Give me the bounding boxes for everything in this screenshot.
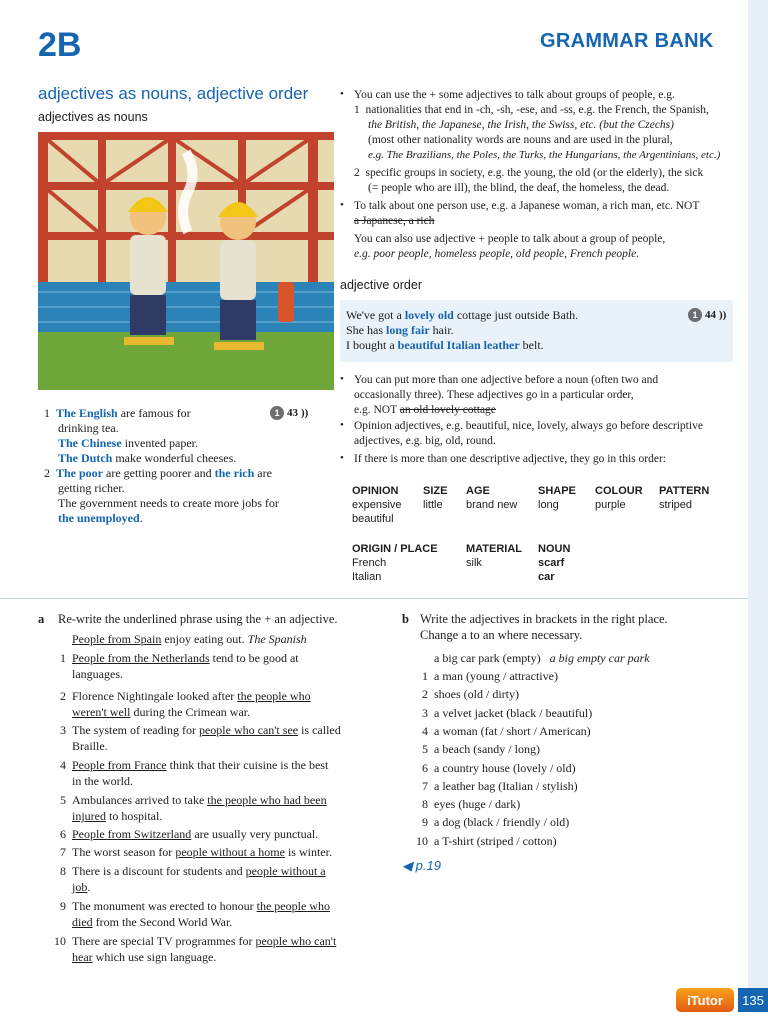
item-number: 4: [422, 723, 428, 738]
highlight-text: beautiful Italian leather: [397, 338, 520, 352]
rule-line: (most other nationality words are nouns and are used in the plural,: [368, 134, 673, 146]
rule-text: e.g. NOT: [354, 404, 400, 416]
example-line-1b: drinking tea.: [58, 421, 119, 435]
underlined-phrase: People from the Netherlands: [72, 651, 210, 665]
item-number: 9: [422, 815, 428, 830]
order-header: MATERIAL: [466, 543, 523, 555]
item-text: languages.: [72, 667, 123, 681]
audio-track-43[interactable]: [270, 406, 308, 420]
section-divider: [0, 598, 748, 599]
item-number: 9: [60, 899, 66, 913]
example-line: [346, 323, 454, 338]
item-text: is winter.: [284, 845, 332, 859]
underlined-phrase: people who can't see: [198, 723, 299, 737]
example-text: invented paper.: [121, 436, 198, 450]
rule-line: occasionally three). These adjectives go in a particular order,: [354, 389, 634, 401]
exercise-a-item: [72, 758, 328, 773]
underlined-phrase: job: [72, 880, 88, 894]
section-heading: adjectives as nouns, adjective order: [38, 84, 309, 103]
example-text: are: [254, 466, 272, 480]
underlined-phrase: the people who: [237, 689, 311, 703]
order-header: COLOUR: [595, 485, 643, 497]
item-text: Ambulances arrived to take: [72, 793, 208, 807]
item-number: 2: [354, 167, 360, 179]
exercise-a-item-continued: [72, 880, 90, 895]
underlined-phrase: People from France: [72, 758, 167, 772]
item-text: The system of reading for: [72, 723, 199, 737]
order-header: AGE: [466, 485, 490, 497]
item-text: in the world.: [72, 774, 133, 788]
exercise-a-item-continued: [72, 705, 250, 720]
struck-example: an old lovely cottage: [399, 404, 496, 416]
examples-box-adjectives-as-nouns: [38, 398, 334, 538]
example-text: are getting poorer and: [103, 466, 215, 480]
page-reference-text: p.19: [415, 858, 441, 873]
exercise-a-item: [72, 827, 318, 842]
item-text: which use sign language.: [92, 950, 217, 964]
exercise-b-item: shoes (old / dirty): [434, 687, 519, 702]
example-text: .: [139, 511, 143, 525]
rule-text: nationalities that end in -ch, -sh, -ese, and -ss, e.g. the French, the Spanish,: [365, 104, 709, 116]
underlined-phrase: people without a home: [175, 845, 285, 859]
order-cell: Italian: [352, 571, 382, 583]
exercise-b-instruction: Write the adjectives in brackets in the right place.: [420, 612, 668, 626]
item-text: The monument was erected to honour: [72, 899, 257, 913]
highlight-text: The Chinese: [58, 436, 122, 450]
order-cell: little: [423, 499, 443, 511]
example-line-1: [44, 406, 191, 421]
example-text: cottage just outside Bath.: [453, 308, 579, 322]
rule-line: You can put more than one adjective before a noun (often two and: [354, 374, 659, 386]
example-text: hair.: [429, 323, 454, 337]
rule-text: specific groups in society, e.g. the young, the old (or the elderly), the sick: [365, 167, 704, 179]
underlined-phrase: people without a: [245, 864, 326, 878]
example-text: I bought a: [346, 338, 398, 352]
item-text: to hospital.: [106, 809, 163, 823]
order-cell: brand new: [466, 499, 518, 511]
unit-number: 2B: [38, 26, 82, 64]
highlight-text: lovely old: [404, 308, 454, 322]
rule-line: [354, 403, 744, 418]
exercise-b-item: a man (young / attractive): [434, 669, 558, 683]
subsection-heading-adjective-order: adjective order: [340, 278, 422, 292]
item-text: are usually very punctual.: [191, 827, 319, 841]
example-line-6: [58, 511, 143, 526]
back-arrow-icon: ◀: [402, 858, 412, 873]
item-number: 1: [60, 651, 66, 665]
bullet-icon: •: [340, 373, 344, 385]
exercise-b-item: a leather bag (Italian / stylish): [434, 778, 578, 793]
rule-line: To talk about one person use, e.g. a Japanese woman, a rich man, etc. NOT: [354, 200, 700, 212]
exercise-a-item-continued: [72, 774, 133, 789]
order-cell: long: [538, 499, 559, 511]
exercise-a-instruction: Re-write the underlined phrase using the + an adjective.: [58, 612, 338, 626]
underlined-phrase: the people who: [256, 899, 330, 913]
exercise-a-item: [72, 899, 330, 914]
item-text: during the Crimean war.: [130, 705, 251, 719]
item-number: 6: [60, 827, 66, 841]
track-number: 43: [287, 407, 298, 419]
page-number: 135: [738, 988, 768, 1012]
underlined-phrase: people who can't: [255, 934, 337, 948]
speaker-icon: )): [301, 407, 309, 419]
exercise-a-example: [72, 632, 307, 647]
exercise-a-item-continued: [72, 739, 108, 754]
exercise-a-item: [72, 651, 299, 666]
example-text: are famous for: [117, 406, 191, 420]
page-reference-link[interactable]: [402, 858, 441, 874]
exercise-a-item-continued: [72, 950, 216, 965]
item-text: think that their cuisine is the best: [166, 758, 329, 772]
order-header: SIZE: [423, 485, 448, 497]
highlight-text: The English: [56, 406, 118, 420]
rule-line: (= people who are ill), the blind, the deaf, the homeless, the dead.: [368, 182, 670, 194]
examples-box-adjective-order: [340, 300, 733, 362]
order-header: SHAPE: [538, 485, 576, 497]
item-number: 8: [60, 864, 66, 878]
item-number: 2: [44, 466, 50, 480]
item-number: 7: [422, 778, 428, 793]
example-text: make wonderful cheeses.: [112, 451, 237, 465]
order-cell-noun: scarf: [538, 557, 565, 569]
example-answer: a big empty car park: [549, 651, 650, 665]
item-number: 10: [416, 833, 428, 848]
highlight-text: long fair: [386, 323, 430, 337]
rule-line: If there is more than one descriptive adjective, they go in this order:: [354, 453, 666, 465]
order-cell: French: [352, 557, 387, 569]
exercise-a-item: [72, 934, 336, 949]
example-answer: The Spanish: [247, 632, 307, 646]
exercise-b-item: a dog (black / friendly / old): [434, 815, 570, 830]
item-number: 5: [422, 742, 428, 757]
order-cell: expensive: [352, 499, 402, 511]
order-header: ORIGIN / PLACE: [352, 543, 438, 555]
rule-line: Opinion adjectives, e.g. beautiful, nice, lovely, always go before descriptive: [354, 420, 703, 432]
exercise-a-item: [72, 689, 311, 704]
example-text: a big car park (empty): [434, 651, 541, 665]
rule-line: You can use the + some adjectives to talk about groups of people, e.g.: [354, 89, 675, 101]
item-text: tend to be good at: [209, 651, 299, 665]
item-number: 1: [422, 669, 428, 683]
item-number: 1: [354, 104, 360, 116]
item-number: 1: [44, 406, 50, 420]
audio-track-44[interactable]: [688, 308, 726, 322]
exercise-b-item: a beach (sandy / long): [434, 742, 540, 757]
order-cell: beautiful: [352, 513, 394, 525]
exercise-b-item: a T-shirt (striped / cotton): [434, 833, 557, 848]
order-header: OPINION: [352, 485, 399, 497]
exercise-a-item: [72, 793, 327, 808]
exercise-a-item-continued: [72, 809, 162, 824]
item-text: Florence Nightingale looked after: [72, 689, 238, 703]
underlined-phrase: hear: [72, 950, 93, 964]
highlight-text: the unemployed: [58, 511, 140, 525]
item-text: from the Second World War.: [92, 915, 233, 929]
order-header: PATTERN: [659, 485, 710, 497]
underlined-phrase: weren't well: [72, 705, 131, 719]
order-cell-noun: car: [538, 571, 555, 583]
speaker-icon: )): [719, 309, 727, 321]
rule-line: the British, the Japanese, the Irish, the Swiss, etc. (but the Czechs): [368, 119, 674, 131]
bullet-icon: •: [340, 452, 344, 464]
underlined-phrase: the people who had been: [207, 793, 327, 807]
order-cell: striped: [659, 499, 693, 511]
construction-workers-illustration: [38, 132, 334, 390]
item-number: 8: [422, 797, 428, 812]
exercise-b-item: a velvet jacket (black / beautiful): [434, 705, 593, 720]
item-number: 5: [60, 793, 66, 807]
exercise-a-item-continued: [72, 667, 123, 682]
exercise-b-label: b: [402, 612, 409, 626]
highlight-text: The poor: [56, 466, 104, 480]
example-line-4: [44, 466, 272, 481]
item-number: 7: [60, 845, 66, 859]
exercise-a-item-continued: [72, 915, 232, 930]
example-line-5: The government needs to create more jobs for: [58, 496, 279, 510]
page-title: GRAMMAR BANK: [540, 30, 714, 52]
bullet-icon: •: [340, 199, 344, 211]
rule-line: adjectives, e.g. big, old, round.: [354, 435, 496, 447]
bullet-icon: •: [340, 88, 344, 100]
item-text: There is a discount for students and: [72, 864, 246, 878]
rule-line: [354, 166, 744, 181]
example-line-2: [58, 436, 198, 451]
highlight-text: The Dutch: [58, 451, 113, 465]
example-line-3: [58, 451, 236, 466]
highlight-text: the rich: [214, 466, 255, 480]
underlined-phrase: injured: [72, 809, 106, 823]
underlined-phrase: People from Switzerland: [72, 827, 192, 841]
underlined-phrase: People from Spain: [72, 632, 162, 646]
item-number: 2: [422, 687, 428, 702]
track-number: 44: [705, 309, 716, 321]
audio-disc-icon: 1: [270, 406, 284, 420]
underlined-phrase: died: [72, 915, 93, 929]
rule-line: e.g. The Brazilians, the Poles, the Turks, the Hungarians, the Argentinians, etc.): [368, 149, 721, 161]
item-number: 6: [422, 760, 428, 775]
item-text: .: [87, 880, 91, 894]
audio-disc-icon: 1: [688, 308, 702, 322]
exercise-b-item: eyes (huge / dark): [434, 797, 521, 812]
item-number: 4: [60, 758, 66, 772]
rule-line: You can also use adjective + people to talk about a group of people,: [354, 233, 666, 245]
item-number: 3: [60, 723, 66, 737]
item-text: Braille.: [72, 739, 108, 753]
exercise-b-instruction: Change a to an where necessary.: [420, 628, 583, 642]
rule-line: e.g. poor people, homeless people, old people, French people.: [354, 248, 640, 260]
example-line-4b: getting richer.: [58, 481, 125, 495]
order-cell: purple: [595, 499, 626, 511]
item-text: is called: [298, 723, 341, 737]
exercise-a-item: [72, 864, 326, 879]
exercise-a-label: a: [38, 612, 45, 626]
order-header: NOUN: [538, 543, 571, 555]
exercise-a-item: [72, 723, 341, 738]
example-text: enjoy eating out.: [161, 632, 248, 646]
example-text: belt.: [519, 338, 544, 352]
item-text: There are special TV programmes for: [72, 934, 256, 948]
order-cell: silk: [466, 557, 482, 569]
item-number: 10: [54, 934, 66, 948]
exercise-b-item: a country house (lovely / old): [434, 760, 576, 775]
item-number: 2: [60, 689, 66, 703]
exercise-b-item: a woman (fat / short / American): [434, 723, 591, 738]
exercise-a-item: [72, 845, 332, 860]
example-text: She has: [346, 323, 386, 337]
bullet-icon: •: [340, 419, 344, 431]
rule-line-struck: a Japanese, a rich: [354, 215, 435, 227]
example-text: We've got a: [346, 308, 405, 322]
subsection-heading: adjectives as nouns: [38, 110, 148, 124]
item-text: The worst season for: [72, 845, 176, 859]
itutor-logo[interactable]: iTutor: [676, 988, 734, 1012]
item-number: 3: [422, 705, 428, 720]
example-line: [346, 308, 578, 323]
example-line: [346, 338, 544, 353]
exercise-b-example: [434, 651, 650, 666]
rule-line: [354, 103, 744, 118]
